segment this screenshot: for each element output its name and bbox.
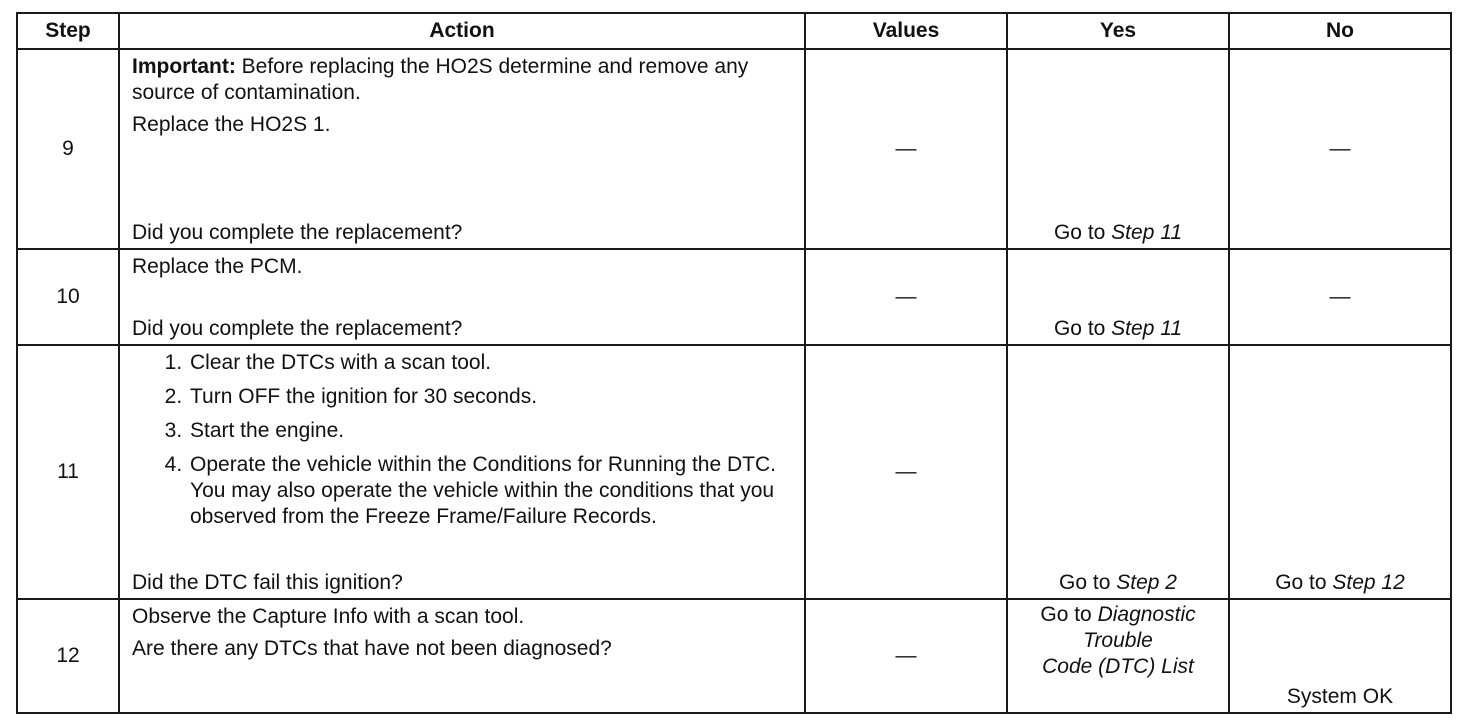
yes-action[interactable] xyxy=(1008,220,1228,246)
question-text: Did you complete the replacement? xyxy=(132,317,463,340)
question-text: Did the DTC fail this ignition? xyxy=(132,571,403,594)
header-row xyxy=(17,13,1451,49)
no-action[interactable] xyxy=(1230,570,1450,596)
yes-cell xyxy=(1007,249,1229,345)
important-text: Before replacing the HO2S determine and remove any source of contamination. xyxy=(132,55,749,104)
yes-cell xyxy=(1007,49,1229,249)
important-note xyxy=(132,54,794,106)
step-number: 12 xyxy=(17,599,119,713)
yes-link-line1[interactable]: Diagnostic xyxy=(1097,603,1196,626)
yes-step-link[interactable]: Step 11 xyxy=(1111,221,1183,244)
table-row-step-9 xyxy=(17,49,1451,249)
no-step-link[interactable]: Step 12 xyxy=(1332,571,1405,594)
yes-prefix: Go to xyxy=(1059,571,1117,594)
header-yes: Yes xyxy=(1007,13,1229,49)
yes-prefix: Go to xyxy=(1053,317,1112,340)
yes-link-line3[interactable]: Code (DTC) List xyxy=(1042,655,1194,678)
yes-step-link[interactable]: Step 2 xyxy=(1116,571,1177,594)
yes-prefix: Go to xyxy=(1053,221,1112,244)
list-item: 3. Start the engine. xyxy=(188,418,794,444)
list-item: 1. Clear the DTCs with a scan tool. xyxy=(188,350,794,376)
no-prefix: Go to xyxy=(1275,571,1333,594)
yes-action[interactable] xyxy=(1008,570,1228,596)
action-text: Observe the Capture Info with a scan tool. xyxy=(132,605,525,628)
list-item: 4. Operate the vehicle within the Conditions for Running the DTC. You may also operate the vehicle within the conditions that you observed from the Freeze Frame/Failure Records. xyxy=(188,452,794,530)
header-no: No xyxy=(1229,13,1451,49)
no-cell: — xyxy=(1229,49,1451,249)
no-cell xyxy=(1229,345,1451,599)
diagnostic-table xyxy=(16,12,1452,714)
step-number: 10 xyxy=(17,249,119,345)
no-cell xyxy=(1229,599,1451,713)
values-cell: — xyxy=(805,249,1007,345)
yes-cell xyxy=(1007,599,1229,713)
header-values: Values xyxy=(805,13,1007,49)
step-number: 11 xyxy=(17,345,119,599)
action-cell xyxy=(119,49,805,249)
no-cell: — xyxy=(1229,249,1451,345)
no-result: System OK xyxy=(1286,685,1394,708)
values-cell: — xyxy=(805,345,1007,599)
yes-prefix: Go to xyxy=(1040,603,1098,626)
yes-link-line2[interactable]: Trouble xyxy=(1083,629,1153,652)
table-row-step-12 xyxy=(17,599,1451,713)
list-item: 2. Turn OFF the ignition for 30 seconds. xyxy=(188,384,794,410)
values-cell: — xyxy=(805,49,1007,249)
action-cell xyxy=(119,345,805,599)
question-text: Did you complete the replacement? xyxy=(132,221,463,244)
action-text: Replace the HO2S 1. xyxy=(132,113,331,136)
table-row-step-11 xyxy=(17,345,1451,599)
header-step: Step xyxy=(17,13,119,49)
important-label: Important: xyxy=(132,55,236,78)
action-cell xyxy=(119,249,805,345)
yes-action[interactable] xyxy=(1008,600,1228,680)
yes-cell xyxy=(1007,345,1229,599)
action-cell xyxy=(119,599,805,713)
yes-step-link[interactable]: Step 11 xyxy=(1111,317,1183,340)
values-cell: — xyxy=(805,599,1007,713)
action-text: Replace the PCM. xyxy=(132,255,303,278)
procedure-list xyxy=(132,350,794,530)
header-action: Action xyxy=(119,13,805,49)
step-number: 9 xyxy=(17,49,119,249)
table-row-step-10 xyxy=(17,249,1451,345)
question-text: Are there any DTCs that have not been diagnosed? xyxy=(132,637,612,660)
yes-action[interactable] xyxy=(1008,316,1228,342)
